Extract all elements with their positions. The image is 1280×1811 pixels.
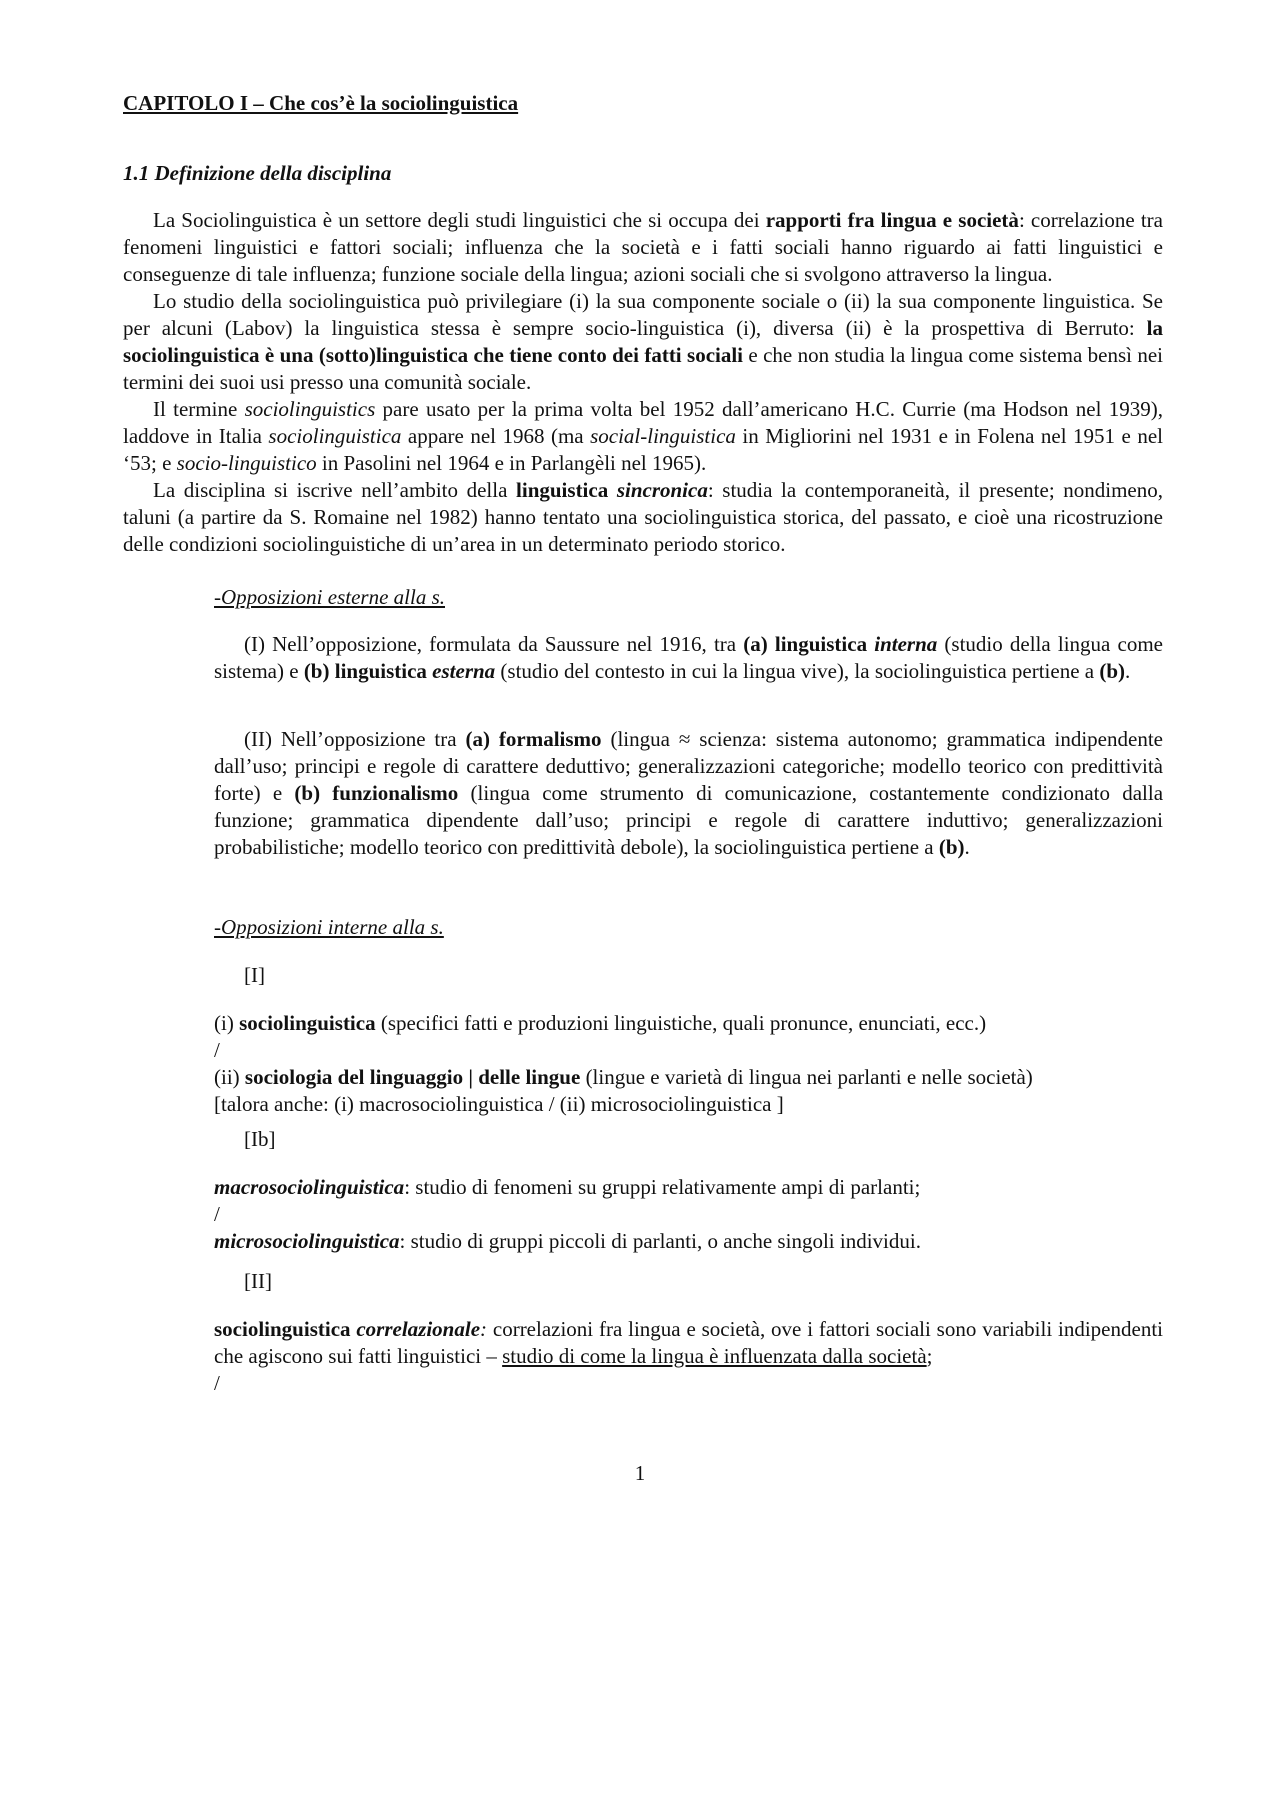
opposition-II-slash: / (214, 1371, 220, 1395)
opposition-Ib-line-1: macrosociolinguistica: studio di fenomeni su gruppi relativamente ampi di parlanti; (214, 1175, 921, 1199)
paragraph-4: La disciplina si iscrive nell’ambito della linguistica sincronica: studia la contemporaneità, il presente; nondimeno, taluni (a partire da S. Romaine nel 1982) hanno tentato una sociolinguistica storica, del passato, e cioè una ricostruzione delle condizioni sociolinguistiche di un’area in un determinato periodo storico. (123, 478, 1164, 556)
opposition-I-note: [talora anche: (i) macrosociolinguistica / (ii) microsociolinguistica ] (214, 1092, 784, 1116)
opposition-I-line-2: (ii) sociologia del linguaggio | delle lingue (lingue e varietà di lingua nei parlanti e nelle società) (214, 1065, 1033, 1089)
external-opposition-2: (II) Nell’opposizione tra (a) formalismo (lingua ≈ scienza: sistema autonomo; grammatica indipendente dall’uso; principi e regole di carattere deduttivo; generalizzazioni categoriche; modello teorico con predittività forte) e (b) funzionalismo (lingua come strumento di comunicazione, costantemente condizionato dalla funzione; grammatica dipendente dall’uso; principi e regole di carattere induttivo; generalizzazioni probabilistiche; modello teorico con predittività debole), la sociolinguistica pertiene a (b). (214, 727, 1164, 859)
page-number: 1 (634, 1461, 646, 1485)
paragraph-1: La Sociolinguistica è un settore degli studi linguistici che si occupa dei rapporti fra lingua e società: correlazione tra fenomeni linguistici e fattori sociali; influenza che la società e i fatti sociali hanno riguardo ai fatti linguistici e conseguenze di tale influenza; funzione sociale della lingua; azioni sociali che si svolgono attraverso la lingua. (123, 208, 1163, 286)
marker-Ib: [Ib] (244, 1127, 276, 1151)
opposition-I-block (214, 1010, 1163, 1118)
internal-oppositions-heading: -Opposizioni interne alla s. (214, 915, 444, 939)
opposition-Ib-block (214, 1174, 1163, 1255)
intro-block (123, 207, 1163, 558)
external-oppositions-heading: -Opposizioni esterne alla s. (214, 585, 445, 609)
opposition-I-line-1: (i) sociolinguistica (specifici fatti e produzioni linguistiche, quali pronunce, enunciati, ecc.) (214, 1011, 987, 1035)
opposition-II-block (214, 1316, 1163, 1397)
section-title: 1.1 Definizione della disciplina (123, 161, 392, 185)
external-opposition-1: (I) Nell’opposizione, formulata da Saussure nel 1916, tra (a) linguistica interna (studio della lingua come sistema) e (b) linguistica esterna (studio del contesto in cui la lingua vive), la sociolinguistica pertiene a (b). (214, 632, 1163, 683)
opposition-Ib-slash: / (214, 1202, 220, 1226)
marker-II: [II] (244, 1269, 272, 1293)
paragraph-2: Lo studio della sociolinguistica può privilegiare (i) la sua componente sociale o (ii) la sua componente linguistica. Se per alcuni (Labov) la linguistica stessa è sempre socio-linguistica (i), diversa (ii) è la prospettiva di Berruto: la sociolinguistica è una (sotto)linguistica che tiene conto dei fatti sociali e che non studia la lingua come sistema bensì nei termini dei suoi usi presso una comunità sociale. (123, 289, 1164, 394)
paragraph-3: Il termine sociolinguistics pare usato per la prima volta bel 1952 dall’americano H.C. Currie (ma Hodson nel 1939), laddove in Italia sociolinguistica appare nel 1968 (ma social-linguistica in Migliorini nel 1931 e in Folena nel 1951 e nel ‘53; e socio-linguistico in Pasolini nel 1964 e in Parlangèli nel 1965). (123, 397, 1164, 475)
chapter-title: CAPITOLO I – Che cos’è la sociolinguistica (123, 91, 519, 115)
marker-I: [I] (244, 963, 265, 987)
opposition-II-paragraph: sociolinguistica correlazionale: correlazioni fra lingua e società, ove i fattori sociali sono variabili indipendenti che agiscono sui fatti linguistici – studio di come la lingua è influenzata dalla società; (214, 1317, 1163, 1368)
opposition-Ib-line-2: microsociolinguistica: studio di gruppi piccoli di parlanti, o anche singoli individui. (214, 1229, 921, 1253)
opposition-I-slash: / (214, 1038, 220, 1062)
